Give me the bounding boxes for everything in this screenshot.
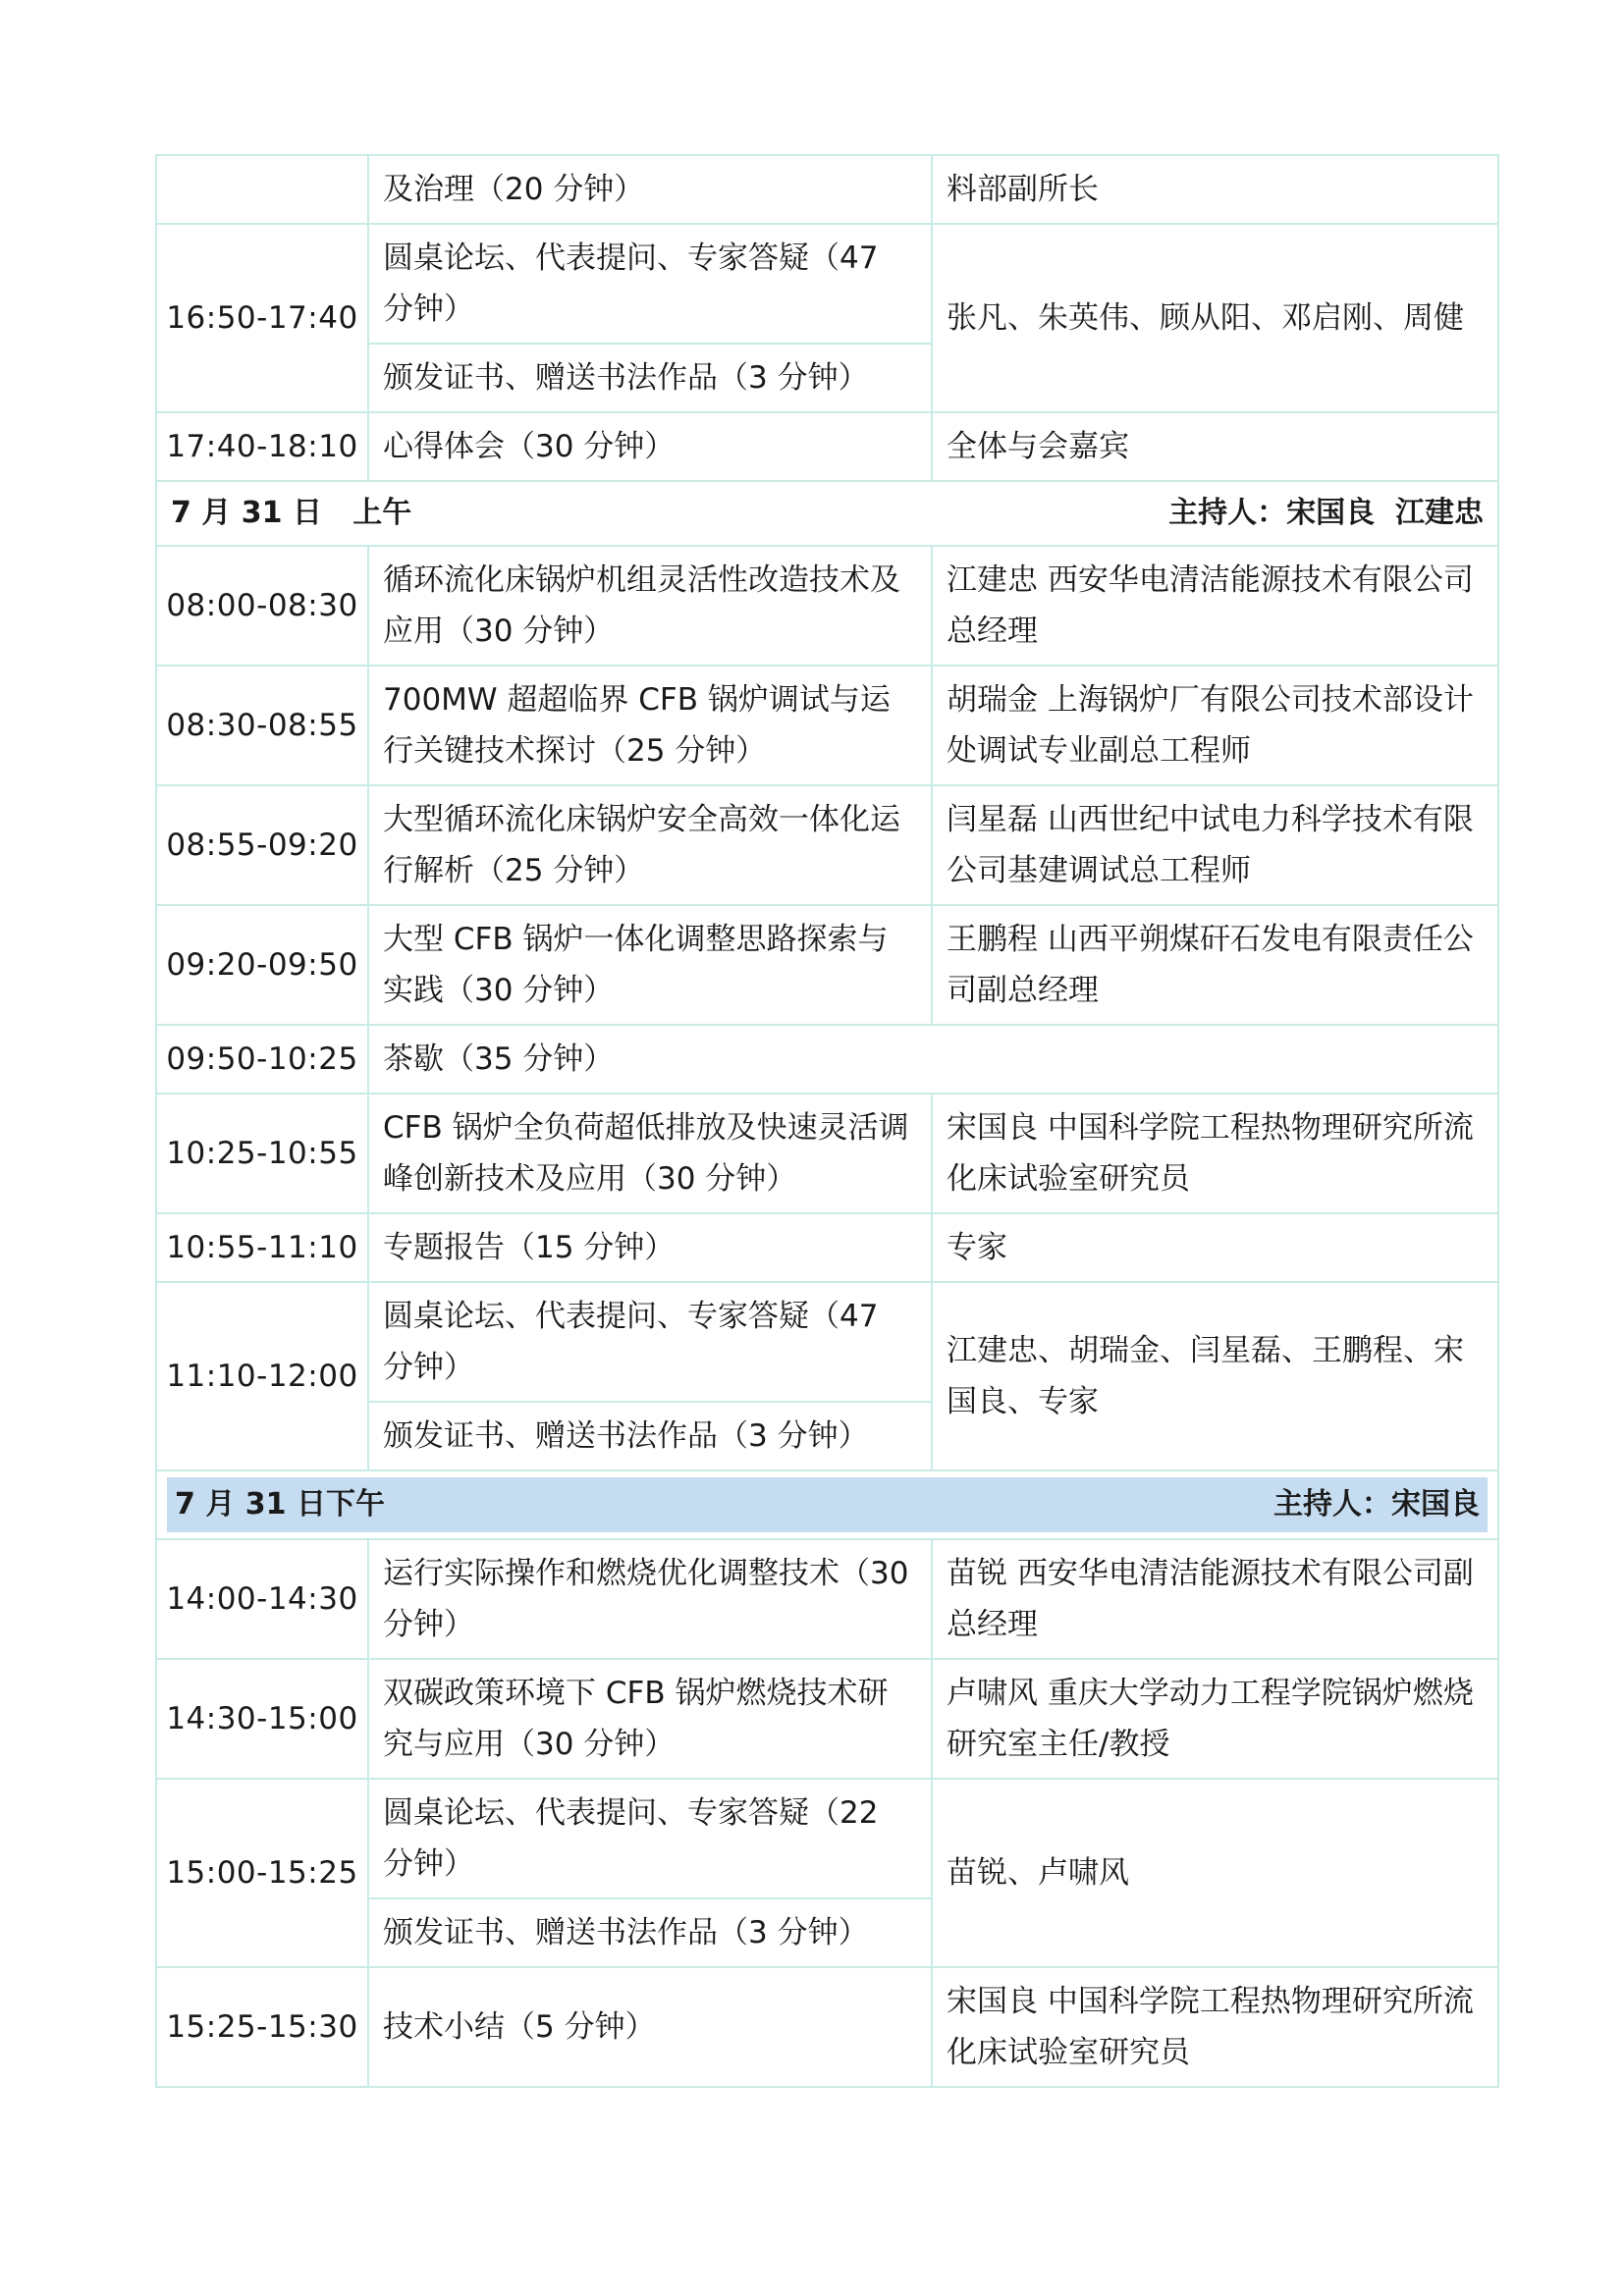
topic-cell: 大型循环流化床锅炉安全高效一体化运行解析（25 分钟） (368, 785, 932, 905)
table-row (156, 1025, 1498, 1094)
section-host: 主持人：宋国良 (1273, 1487, 1480, 1522)
speaker-cell: 料部副所长 (932, 155, 1498, 224)
speaker-cell: 江建忠、胡瑞金、闫星磊、王鹏程、宋国良、专家 (932, 1282, 1498, 1470)
table-row (156, 785, 1498, 905)
topic-cell: 技术小结（5 分钟） (368, 1967, 932, 2087)
table-row (156, 1967, 1498, 2087)
speaker-cell: 全体与会嘉宾 (932, 412, 1498, 481)
time-cell: 08:30-08:55 (156, 666, 368, 785)
speaker-cell: 苗锐 西安华电清洁能源技术有限公司副总经理 (932, 1539, 1498, 1659)
table-row (156, 905, 1498, 1025)
section-header-morning (156, 481, 1498, 546)
topic-cell: 圆桌论坛、代表提问、专家答疑（22 分钟） (368, 1779, 932, 1898)
section-host: 主持人：宋国良 江建忠 (1168, 496, 1484, 530)
topic-cell: 颁发证书、赠送书法作品（3 分钟） (368, 1402, 932, 1470)
table-row (156, 666, 1498, 785)
time-cell: 17:40-18:10 (156, 412, 368, 481)
table-row (156, 1094, 1498, 1213)
speaker-cell: 闫星磊 山西世纪中试电力科学技术有限公司基建调试总工程师 (932, 785, 1498, 905)
topic-cell: 运行实际操作和燃烧优化调整技术（30 分钟） (368, 1539, 932, 1659)
speaker-cell: 宋国良 中国科学院工程热物理研究所流化床试验室研究员 (932, 1967, 1498, 2087)
speaker-cell: 江建忠 西安华电清洁能源技术有限公司总经理 (932, 546, 1498, 666)
speaker-cell: 胡瑞金 上海锅炉厂有限公司技术部设计处调试专业副总工程师 (932, 666, 1498, 785)
topic-cell: 圆桌论坛、代表提问、专家答疑（47 分钟） (368, 1282, 932, 1402)
topic-cell: 700MW 超超临界 CFB 锅炉调试与运行关键技术探讨（25 分钟） (368, 666, 932, 785)
topic-cell: 圆桌论坛、代表提问、专家答疑（47 分钟） (368, 224, 932, 344)
section-date: 7 月 31 日 上午 (171, 496, 412, 530)
table-row (156, 1282, 1498, 1402)
topic-cell: 心得体会（30 分钟） (368, 412, 932, 481)
time-cell: 15:25-15:30 (156, 1967, 368, 2087)
section-date: 7 月 31 日下午 (175, 1487, 385, 1522)
section-cell (156, 1470, 1498, 1539)
time-cell: 11:10-12:00 (156, 1282, 368, 1470)
table-row (156, 155, 1498, 224)
section-header-afternoon (156, 1470, 1498, 1539)
section-bar (171, 492, 1484, 535)
topic-cell: 循环流化床锅炉机组灵活性改造技术及应用（30 分钟） (368, 546, 932, 666)
table-row (156, 412, 1498, 481)
speaker-cell: 张凡、朱英伟、顾从阳、邓启刚、周健 (932, 224, 1498, 412)
section-bar (167, 1477, 1488, 1532)
time-cell: 08:00-08:30 (156, 546, 368, 666)
time-cell (156, 155, 368, 224)
speaker-cell: 王鹏程 山西平朔煤矸石发电有限责任公司副总经理 (932, 905, 1498, 1025)
time-cell: 15:00-15:25 (156, 1779, 368, 1967)
section-cell (156, 481, 1498, 546)
speaker-cell: 宋国良 中国科学院工程热物理研究所流化床试验室研究员 (932, 1094, 1498, 1213)
time-cell: 09:50-10:25 (156, 1025, 368, 1094)
speaker-cell: 苗锐、卢啸风 (932, 1779, 1498, 1967)
table-row (156, 1539, 1498, 1659)
topic-cell: 颁发证书、赠送书法作品（3 分钟） (368, 1898, 932, 1967)
time-cell: 14:30-15:00 (156, 1659, 368, 1779)
time-cell: 09:20-09:50 (156, 905, 368, 1025)
schedule-table (155, 154, 1499, 2088)
table-row (156, 1659, 1498, 1779)
table-row (156, 546, 1498, 666)
topic-cell: 颁发证书、赠送书法作品（3 分钟） (368, 344, 932, 412)
speaker-cell: 专家 (932, 1213, 1498, 1282)
topic-cell: 双碳政策环境下 CFB 锅炉燃烧技术研究与应用（30 分钟） (368, 1659, 932, 1779)
time-cell: 14:00-14:30 (156, 1539, 368, 1659)
time-cell: 16:50-17:40 (156, 224, 368, 412)
topic-cell: CFB 锅炉全负荷超低排放及快速灵活调峰创新技术及应用（30 分钟） (368, 1094, 932, 1213)
table-row (156, 1779, 1498, 1898)
topic-cell: 大型 CFB 锅炉一体化调整思路探索与实践（30 分钟） (368, 905, 932, 1025)
time-cell: 08:55-09:20 (156, 785, 368, 905)
topic-cell: 及治理（20 分钟） (368, 155, 932, 224)
topic-cell: 专题报告（15 分钟） (368, 1213, 932, 1282)
topic-cell: 茶歇（35 分钟） (368, 1025, 1498, 1094)
time-cell: 10:25-10:55 (156, 1094, 368, 1213)
table-row (156, 224, 1498, 344)
time-cell: 10:55-11:10 (156, 1213, 368, 1282)
table-row (156, 1213, 1498, 1282)
speaker-cell: 卢啸风 重庆大学动力工程学院锅炉燃烧研究室主任/教授 (932, 1659, 1498, 1779)
